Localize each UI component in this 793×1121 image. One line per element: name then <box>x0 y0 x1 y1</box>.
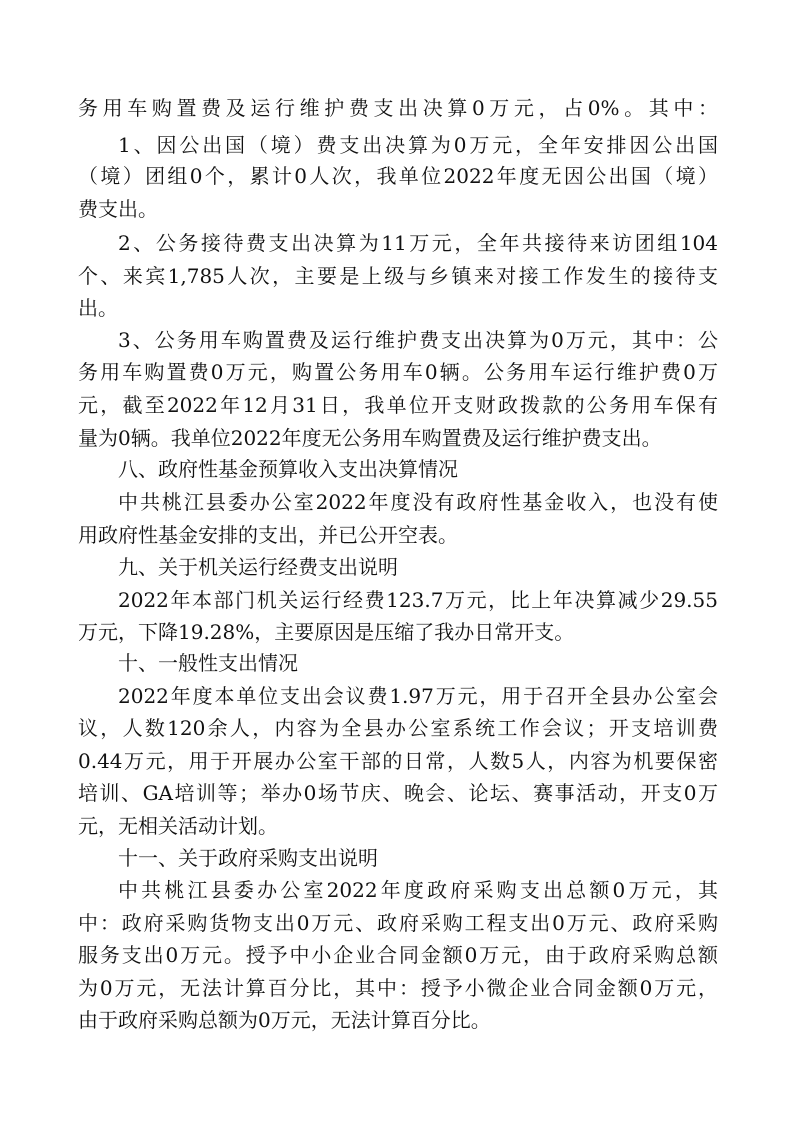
text-line: （境）团组0个，累计0人次，我单位2022年度无因公出国（境） <box>78 164 718 188</box>
text-line: 中共桃江县委办公室2022年度政府采购支出总额0万元，其 <box>118 878 718 902</box>
text-line: 个、来宾1,785人次，主要是上级与乡镇来对接工作发生的接待支 <box>78 264 718 288</box>
section-heading: 十、一般性支出情况 <box>118 651 298 675</box>
text-line: 务用车购置费及运行维护费支出决算0万元，占0%。其中： <box>78 96 718 120</box>
section-heading: 八、政府性基金预算收入支出决算情况 <box>118 457 458 481</box>
text-line: 2022年度本单位支出会议费1.97万元，用于召开全县办公室会 <box>118 684 718 708</box>
text-line: 出。 <box>78 296 118 320</box>
text-line: 0.44万元，用于开展办公室干部的日常，人数5人，内容为机要保密 <box>78 749 718 773</box>
text-line: 中共桃江县委办公室2022年度没有政府性基金收入，也没有使 <box>118 490 718 514</box>
text-line: 元，无相关活动计划。 <box>78 814 278 838</box>
text-line: 1、因公出国（境）费支出决算为0万元，全年安排因公出国 <box>118 133 718 157</box>
section-heading: 十一、关于政府采购支出说明 <box>118 846 378 870</box>
section-heading: 九、关于机关运行经费支出说明 <box>118 555 398 579</box>
text-line: 费支出。 <box>78 197 158 221</box>
text-line: 2022年本部门机关运行经费123.7万元，比上年决算减少29.55 <box>118 588 718 612</box>
text-line: 量为0辆。我单位2022年度无公务用车购置费及运行维护费支出。 <box>78 426 662 450</box>
text-line: 万元，下降19.28%，主要原因是压缩了我办日常开支。 <box>78 620 575 644</box>
text-line: 由于政府采购总额为0万元，无法计算百分比。 <box>78 1008 491 1032</box>
text-line: 务用车购置费0万元，购置公务用车0辆。公务用车运行维护费0万 <box>78 360 718 384</box>
text-line: 服务支出0万元。授予中小企业合同金额0万元，由于政府采购总额 <box>78 943 718 967</box>
text-line: 2、公务接待费支出决算为11万元，全年共接待来访团组104 <box>118 231 718 255</box>
text-line: 中：政府采购货物支出0万元、政府采购工程支出0万元、政府采购 <box>78 911 718 935</box>
text-line: 议，人数120余人，内容为全县办公室系统工作会议；开支培训费 <box>78 716 718 740</box>
text-line: 3、公务用车购置费及运行维护费支出决算为0万元，其中：公 <box>118 328 718 352</box>
text-line: 培训、GA培训等；举办0场节庆、晚会、论坛、赛事活动，开支0万 <box>78 781 718 805</box>
text-line: 用政府性基金安排的支出，并已公开空表。 <box>78 523 458 547</box>
text-line: 为0万元，无法计算百分比，其中：授予小微企业合同金额0万元， <box>78 976 718 1000</box>
text-line: 元，截至2022年12月31日，我单位开支财政拨款的公务用车保有 <box>78 393 718 417</box>
